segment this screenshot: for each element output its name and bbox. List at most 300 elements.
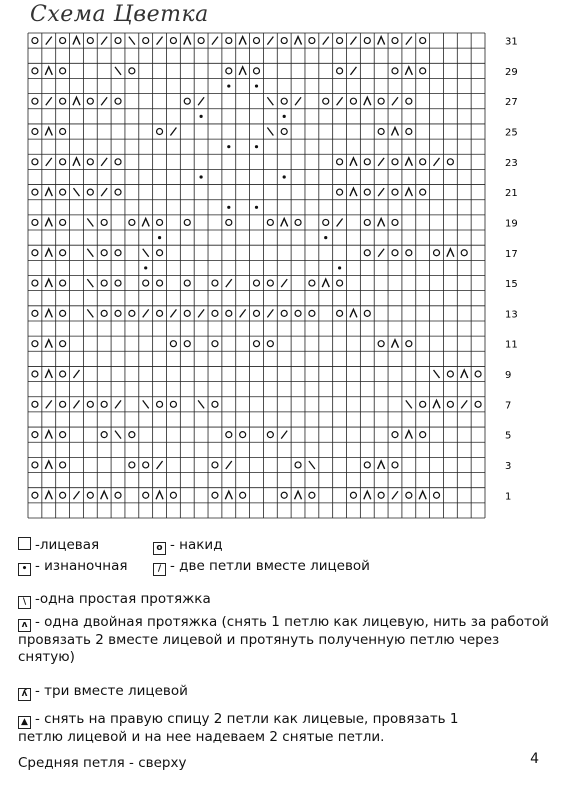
yarn-over-mark [254,310,260,316]
row-label: 17 [505,248,518,260]
yarn-over-mark [337,310,343,316]
yarn-over-mark [32,38,38,44]
k2tog-mark [378,188,384,196]
yarn-over-mark [60,38,66,44]
ssk-mark [115,67,121,75]
yarn-over-mark [392,68,398,74]
k2tog-mark [434,158,440,166]
legend-yarn-over: o - накид [153,537,223,555]
purl-mark [255,206,258,209]
yarn-over-mark [337,38,343,44]
yarn-over-mark [420,401,426,407]
cdd-mark [419,491,426,499]
yarn-over-mark [60,68,66,74]
cdd-mark [45,309,52,317]
yarn-over-mark [309,492,315,498]
cdd-mark [184,37,191,45]
yarn-over-mark [157,250,163,256]
k2tog-mark [406,37,412,45]
yarn-over-mark [392,462,398,468]
row-label: 19 [505,218,518,230]
knit-symbol-icon [18,537,31,550]
cdd-mark [433,400,440,408]
k2tog-mark [46,37,52,45]
yarn-over-mark [323,219,329,225]
purl-mark [324,236,327,239]
yarn-over-mark [60,432,66,438]
yarn-over-mark [32,219,38,225]
legend-double-ssk: ʌ - одна двойная протяжка (снять 1 петлю как лицевую, нить за работой провязать 2 вместе лицевой и протянуть полученную петлю через снятую) [18,614,549,665]
yarn-over-mark [170,492,176,498]
yarn-over-mark [101,219,107,225]
cdd-mark [73,158,80,166]
purl-mark [227,206,230,209]
cdd-mark [101,491,108,499]
yarn-over-mark [420,189,426,195]
ssk-mark [143,249,149,257]
yarn-over-mark [281,98,287,104]
k2tog-mark [323,37,329,45]
yarn-over-mark [60,189,66,195]
ssk-mark [87,309,93,317]
yarn-over-mark [447,401,453,407]
purl-mark [144,266,147,269]
cdd-mark [73,97,80,105]
yarn-over-mark [281,310,287,316]
row-label: 13 [505,309,518,321]
yarn-over-mark [143,280,149,286]
yarn-over-mark [406,250,412,256]
row-label: 21 [505,188,518,200]
yarn-over-mark [32,462,38,468]
k2tog-mark [337,97,343,105]
yarn-over-mark [115,310,121,316]
yarn-over-mark [60,341,66,347]
k2tog-mark [73,400,79,408]
yarn-over-mark [87,189,93,195]
yarn-over-mark [212,401,218,407]
cdd-mark [322,279,329,287]
yarn-over-mark [129,310,135,316]
ssk-mark [73,188,79,196]
cdd-mark [461,370,468,378]
k2tog-mark [101,188,107,196]
k2tog-mark [392,491,398,499]
k2tog-mark [350,37,356,45]
yarn-over-mark [240,492,246,498]
yarn-over-mark [60,371,66,377]
yarn-over-mark [392,189,398,195]
cdd-mark [295,491,302,499]
yarn-over-mark [32,129,38,135]
k2tog-mark [281,431,287,439]
yarn-over-mark [240,432,246,438]
yarn-over-mark [364,189,370,195]
yarn-over-mark [392,159,398,165]
yarn-over-mark [392,219,398,225]
yarn-over-mark [60,250,66,256]
yarn-over-mark [32,492,38,498]
yarn-over-mark [157,129,163,135]
yarn-over-mark [226,310,232,316]
yarn-over-mark [212,341,218,347]
yarn-over-mark [378,129,384,135]
yarn-over-mark [170,341,176,347]
k2tog-mark [295,97,301,105]
cdd-mark [45,461,52,469]
row-label: 31 [505,36,518,48]
cdd-mark [45,218,52,226]
k2tog-mark [378,158,384,166]
purl-mark [283,175,286,178]
k2tog-mark [281,279,287,287]
yarn-over-mark [184,98,190,104]
yarn-over-mark [32,159,38,165]
yarn-over-mark [281,492,287,498]
yarn-over-mark [60,159,66,165]
yarn-over-mark [101,250,107,256]
row-label: 11 [505,339,518,351]
cdd-mark [405,431,412,439]
row-label: 1 [505,491,512,503]
yarn-over-mark [60,219,66,225]
yarn-over-mark [447,371,453,377]
cdd-mark [45,431,52,439]
k2tog-mark [267,309,273,317]
yarn-over-mark [350,98,356,104]
yarn-over-mark [420,68,426,74]
cdd-mark [447,249,454,257]
cdd-mark [405,158,412,166]
yarn-over-mark [212,310,218,316]
yarn-over-mark [115,159,121,165]
yarn-over-mark [212,492,218,498]
k2tog-mark [226,461,232,469]
yarn-over-mark [420,159,426,165]
ssk-mark [115,431,121,439]
yarn-over-mark [184,280,190,286]
yarn-over-mark [212,462,218,468]
cdd-mark [45,67,52,75]
yarn-over-mark [60,462,66,468]
cdd-mark [350,188,357,196]
cdd-mark [350,158,357,166]
row-label: 5 [505,430,512,442]
yarn-over-mark [226,432,232,438]
legend-k3tog: ʎ - три вместе лицевой [18,683,188,701]
yarn-over-mark [378,341,384,347]
double-ssk-symbol-icon: ʌ [18,619,31,632]
yarn-over-symbol-icon: o [153,542,166,555]
yarn-over-mark [101,280,107,286]
k2tog-mark [101,158,107,166]
yarn-over-mark [364,310,370,316]
yarn-over-mark [226,68,232,74]
row-label: 15 [505,279,518,291]
yarn-over-mark [267,219,273,225]
yarn-over-mark [129,462,135,468]
yarn-over-mark [350,492,356,498]
k2tog-mark [170,128,176,136]
row-label: 23 [505,157,518,169]
yarn-over-mark [143,38,149,44]
yarn-over-mark [32,401,38,407]
yarn-over-mark [392,38,398,44]
yarn-over-mark [406,492,412,498]
k2tog-mark [46,97,52,105]
yarn-over-mark [378,98,384,104]
k2tog-mark [143,309,149,317]
yarn-over-mark [32,98,38,104]
yarn-over-mark [101,310,107,316]
yarn-over-mark [309,310,315,316]
yarn-over-mark [32,189,38,195]
cdd-mark [225,491,232,499]
yarn-over-mark [281,38,287,44]
k2tog-mark [46,158,52,166]
yarn-over-mark [406,98,412,104]
legend-k2tog: / - две петли вместе лицевой [153,558,370,576]
yarn-over-mark [378,492,384,498]
ssk-mark [87,279,93,287]
yarn-over-mark [32,371,38,377]
yarn-over-mark [157,219,163,225]
yarn-over-mark [267,432,273,438]
cdd-mark [45,279,52,287]
yarn-over-mark [420,38,426,44]
yarn-over-mark [101,432,107,438]
cdd-mark [45,370,52,378]
purl-mark [200,175,203,178]
purl-symbol-icon: • [18,563,31,576]
k2tog-mark [73,370,79,378]
cdd-mark [364,97,371,105]
yarn-over-mark [364,38,370,44]
yarn-over-mark [475,371,481,377]
cdd-mark [156,491,163,499]
yarn-over-mark [281,129,287,135]
k3tog-symbol-icon: ʎ [18,688,31,701]
yarn-over-mark [87,98,93,104]
yarn-over-mark [447,159,453,165]
row-label: 29 [505,66,518,78]
yarn-over-mark [157,280,163,286]
yarn-over-mark [337,189,343,195]
k2tog-mark [101,37,107,45]
yarn-over-mark [461,250,467,256]
ssk-symbol-icon: \ [18,596,31,609]
cdd-mark [378,218,385,226]
yarn-over-mark [87,492,93,498]
page-number: 4 [530,751,539,767]
yarn-over-mark [87,38,93,44]
cdd-mark [142,218,149,226]
yarn-over-mark [87,159,93,165]
k2tog-mark [198,309,204,317]
ssk-mark [87,218,93,226]
yarn-over-mark [254,341,260,347]
cdd-mark [45,340,52,348]
yarn-over-mark [32,432,38,438]
cdd-mark [391,128,398,136]
yarn-over-mark [475,401,481,407]
cdd-mark [45,249,52,257]
cdd-mark [378,461,385,469]
k2tog-mark [267,37,273,45]
purl-mark [227,84,230,87]
yarn-over-mark [226,219,232,225]
yarn-over-mark [129,432,135,438]
yarn-over-mark [157,310,163,316]
k2tog-mark [337,218,343,226]
yarn-over-mark [392,250,398,256]
yarn-over-mark [157,401,163,407]
k2tog-mark [73,491,79,499]
k2tog-mark [461,400,467,408]
purl-mark [158,236,161,239]
yarn-over-mark [295,310,301,316]
yarn-over-mark [226,38,232,44]
yarn-over-mark [184,219,190,225]
cdd-mark [405,188,412,196]
purl-mark [200,115,203,118]
yarn-over-mark [420,432,426,438]
k2tog-mark [170,309,176,317]
yarn-over-mark [434,250,440,256]
purl-mark [227,145,230,148]
cdd-mark [350,309,357,317]
row-label: 27 [505,97,518,109]
yarn-over-mark [115,280,121,286]
yarn-over-mark [406,341,412,347]
cdd-mark [364,491,371,499]
purl-mark [283,115,286,118]
yarn-over-mark [32,68,38,74]
yarn-over-mark [60,129,66,135]
purl-mark [255,84,258,87]
yarn-over-mark [32,250,38,256]
yarn-over-mark [60,98,66,104]
yarn-over-mark [115,98,121,104]
k2tog-symbol-icon: / [153,563,166,576]
cdd-mark [45,188,52,196]
k2tog-mark [101,97,107,105]
yarn-over-mark [254,38,260,44]
cdd-mark [45,128,52,136]
yarn-over-mark [87,401,93,407]
cdd-mark [281,218,288,226]
cdd-mark [295,37,302,45]
yarn-over-mark [143,462,149,468]
yarn-over-mark [212,280,218,286]
yarn-over-mark [295,219,301,225]
yarn-over-mark [129,219,135,225]
yarn-over-mark [184,341,190,347]
yarn-over-mark [364,219,370,225]
yarn-over-mark [198,38,204,44]
yarn-over-mark [392,432,398,438]
cdd-mark [391,340,398,348]
k2tog-mark [392,97,398,105]
yarn-over-mark [60,492,66,498]
cdd-mark [239,67,246,75]
k2tog-mark [350,67,356,75]
row-label: 9 [505,370,512,382]
note-middle-stitch: Средняя петля - сверху [18,755,187,771]
yarn-over-mark [434,492,440,498]
ssk-mark [198,400,204,408]
yarn-over-mark [129,68,135,74]
yarn-over-mark [309,38,315,44]
yarn-over-mark [254,68,260,74]
k2tog-mark [115,400,121,408]
k2tog-mark [157,37,163,45]
yarn-over-mark [32,341,38,347]
cdd-mark [378,37,385,45]
yarn-over-mark [32,310,38,316]
ssk-mark [143,400,149,408]
yarn-over-mark [60,280,66,286]
yarn-over-mark [143,492,149,498]
cdd-mark [45,491,52,499]
yarn-over-mark [323,98,329,104]
yarn-over-mark [406,129,412,135]
ssk-mark [87,249,93,257]
yarn-over-mark [254,280,260,286]
yarn-over-mark [309,280,315,286]
yarn-over-mark [364,159,370,165]
yarn-over-mark [295,462,301,468]
cdd-mark [405,67,412,75]
yarn-over-mark [60,401,66,407]
ssk-mark [406,400,412,408]
row-label: 7 [505,400,512,412]
yarn-over-mark [267,280,273,286]
yarn-over-mark [101,401,107,407]
purl-mark [338,266,341,269]
k2tog-mark [198,97,204,105]
ssk-mark [309,461,315,469]
cdd-mark [239,37,246,45]
yarn-over-mark [337,280,343,286]
legend-ssk: \ -одна простая протяжка [18,591,211,609]
yarn-over-mark [115,189,121,195]
k2tog-mark [378,249,384,257]
yarn-over-mark [170,38,176,44]
k2tog-mark [226,279,232,287]
ssk-mark [129,37,135,45]
yarn-over-mark [337,159,343,165]
k2tog-mark [46,400,52,408]
cdd-symbol-icon: ▲ [18,716,31,729]
k2tog-mark [157,461,163,469]
legend-cdd: ▲ - снять на правую спицу 2 петли как лицевые, провязать 1 петлю лицевой и на нее надеваем 2 снятые петли. [18,711,459,745]
purl-mark [255,145,258,148]
k2tog-mark [240,309,246,317]
yarn-over-mark [115,250,121,256]
yarn-over-mark [337,68,343,74]
legend-knit: -лицевая [18,537,99,554]
yarn-over-mark [364,462,370,468]
legend-purl: • - изнаночная [18,558,128,576]
row-label: 25 [505,127,518,139]
ssk-mark [267,128,273,136]
yarn-over-mark [267,341,273,347]
yarn-over-mark [60,310,66,316]
yarn-over-mark [115,492,121,498]
chart-title: Схема Цветка [30,2,209,27]
row-label: 3 [505,460,512,472]
